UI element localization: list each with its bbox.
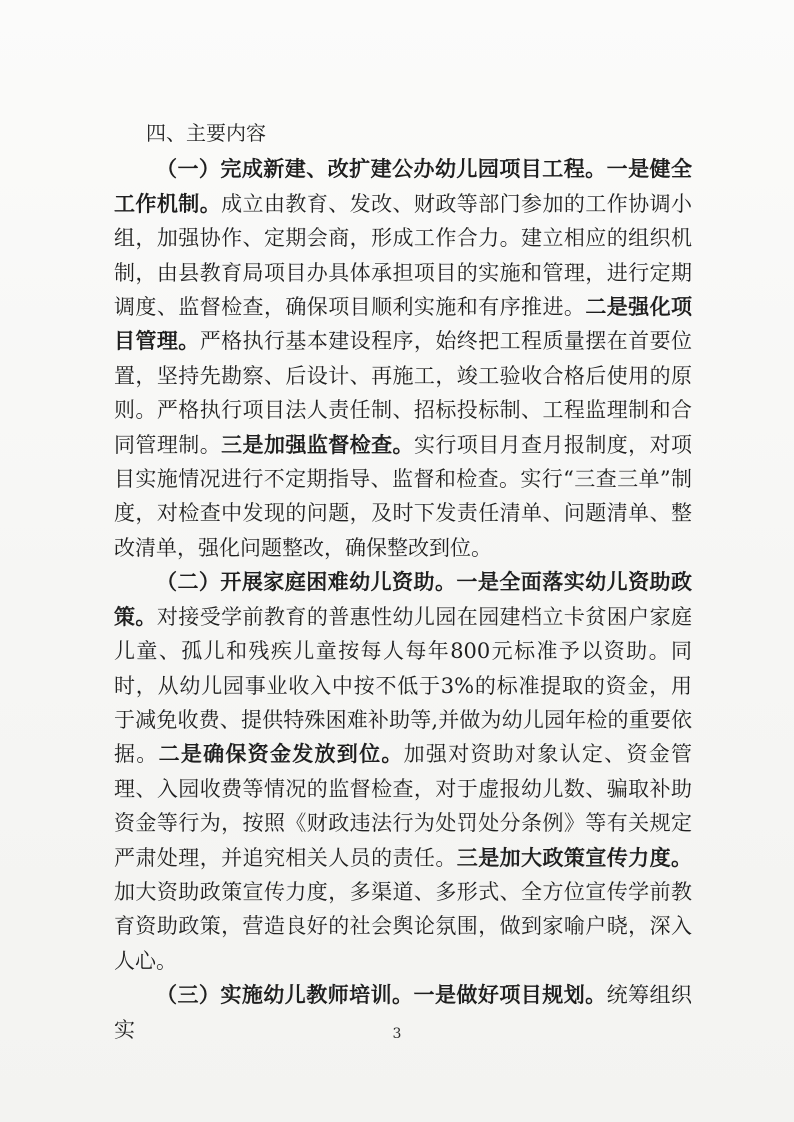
paragraph-1-title: （一）完成新建、改扩建公办幼儿园项目工程。 [156, 156, 607, 182]
paragraph-1-point-3: 三是加强监督检查。 [221, 431, 414, 457]
paragraph-2-point-3: 三是加大政策宣传力度。 [456, 844, 693, 870]
section-heading: 四、主要内容 [146, 121, 266, 145]
page-number: 3 [392, 1026, 402, 1042]
paragraph-1 [114, 152, 692, 565]
paragraph-2-text-1: 对接受学前教育的普惠性幼儿园在园建档立卡贫困户家庭儿童、孤儿和残疾儿童按每人每年800元标准予以资助。同时，从幼儿园事业收入中按不低于3%的标准提取的资金，用于减免收费、提供特殊困难补助等,并做为幼儿园年检的重要依据。 [114, 604, 693, 767]
paragraph-3-text-1: 统筹组织实 [114, 983, 692, 1042]
paragraph-1-point-1: 一是健全工作机制。 [114, 156, 692, 216]
paragraph-2 [114, 565, 692, 978]
paragraph-1-text-2: 严格执行基本建设程序，始终把工程质量摆在首要位置，坚持先勘察、后设计、再施工，竣工验收合格后使用的原则。严格执行项目法人责任制、招标投标制、工程监理制和合同管理制。 [114, 329, 693, 457]
paragraph-1-text-1: 成立由教育、发改、财政等部门参加的工作协调小组，加强协作、定期会商，形成工作合力。建立相应的组织机制，由县教育局项目办具体承担项目的实施和管理，进行定期调度、监督检查，确保项目顺利实施和有序推进。 [114, 191, 693, 320]
body-text [114, 116, 692, 1047]
paragraph-3-point-1: 一是做好项目规划。 [413, 982, 607, 1008]
paragraph-2-point-2: 二是确保资金发放到位。 [158, 741, 404, 767]
paragraph-2-title: （二）开展家庭困难幼儿资助。 [156, 569, 457, 595]
paragraph-1-text-3: 实行项目月查月报制度，对项目实施情况进行不定期指导、监督和检查。实行“三查三单”制度，对检查中发现的问题，及时下发责任清单、问题清单、整改清单，强化问题整改，确保整改到位。 [114, 432, 693, 560]
paragraph-2-point-1: 一是全面落实幼儿资助政策。 [114, 569, 693, 629]
paragraph-3-title: （三）实施幼儿教师培训。 [156, 982, 414, 1008]
paragraph-2-text-2: 加强对资助对象认定、资金管理、入园收费等情况的监督检查，对于虚报幼儿数、骗取补助资金等行为，按照《财政违法行为处罚处分条例》等有关规定严肃处理，并追究相关人员的责任。 [114, 742, 693, 870]
paragraph-1-point-2: 二是强化项目管理。 [114, 294, 693, 354]
paragraph-2-text-3: 加大资助政策宣传力度，多渠道、多形式、全方位宣传学前教育资助政策，营造良好的社会舆论氛围，做到家喻户晓，深入人心。 [114, 879, 692, 973]
